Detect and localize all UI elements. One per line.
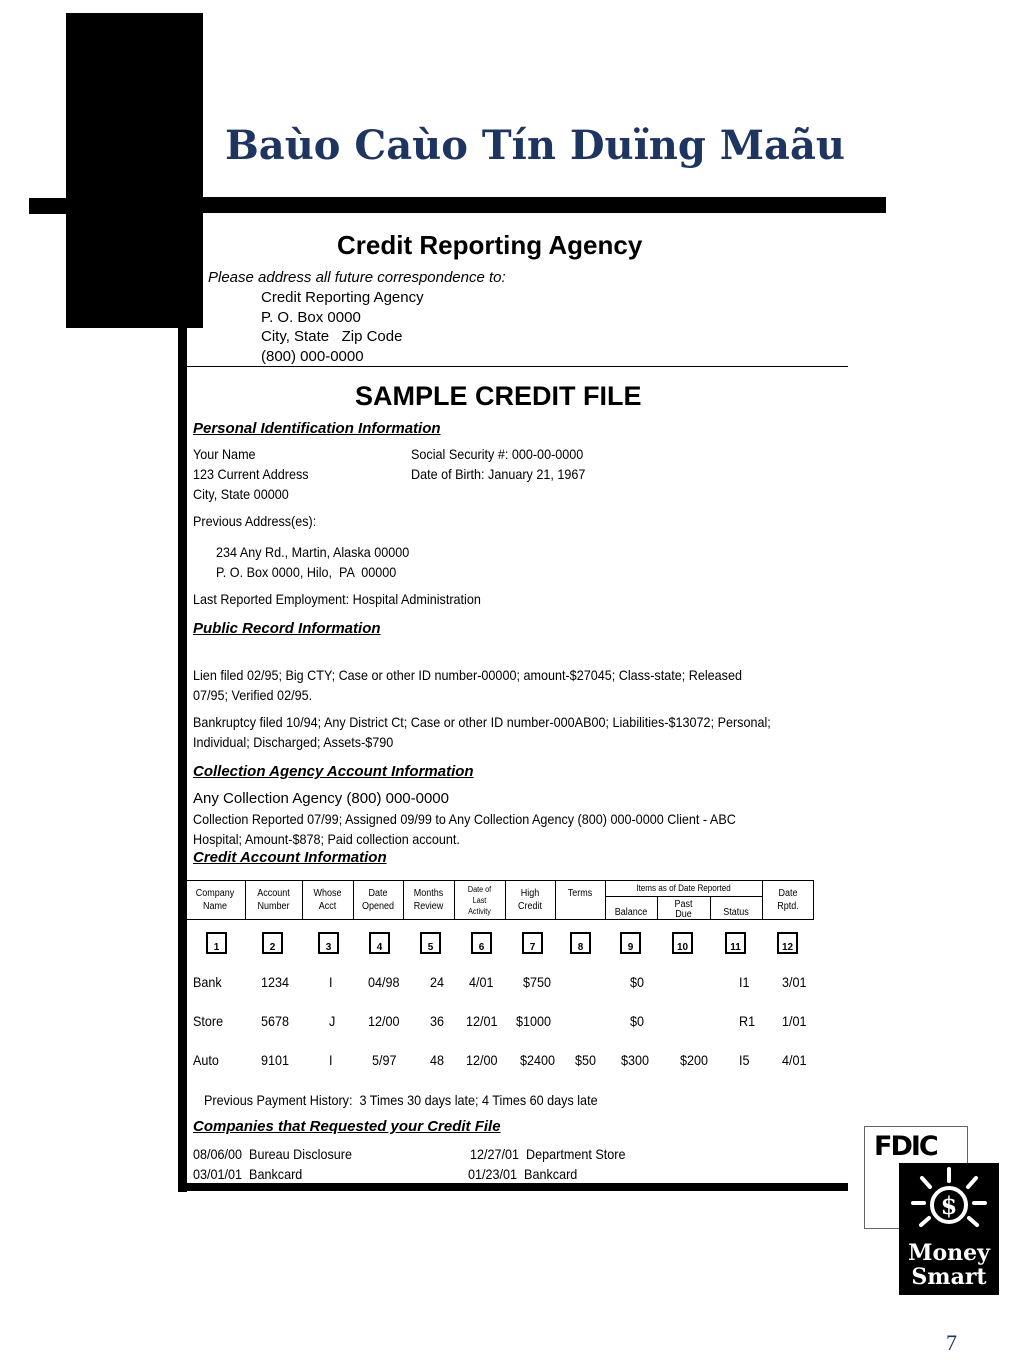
column-number-box: 2 (262, 932, 283, 954)
request-entry: 03/01/01 Bankcard (193, 1166, 303, 1182)
address-note: Please address all future correspondence to: (208, 269, 506, 286)
header-balance: Balance (614, 907, 648, 918)
cell-balance: $0 (630, 974, 645, 990)
last-employment: Last Reported Employment: Hospital Administration (193, 591, 481, 607)
cell-balance: $300 (621, 1052, 650, 1068)
header-account-number: Account Number (257, 888, 290, 912)
cell-months: 24 (430, 974, 445, 990)
cell-reported: 3/01 (782, 974, 807, 990)
collection-heading: Collection Agency Account Information (193, 763, 474, 780)
column-number-box: 4 (369, 932, 390, 954)
cell-company: Bank (193, 974, 222, 990)
cell-opened: 04/98 (368, 974, 400, 990)
request-entry: 08/06/00 Bureau Disclosure (193, 1146, 353, 1162)
header-months-review: Months Review (413, 888, 444, 912)
cell-reported: 4/01 (782, 1052, 807, 1068)
cell-opened: 12/00 (368, 1013, 400, 1029)
request-entry: 01/23/01 Bankcard (468, 1166, 578, 1182)
money-smart-logo (899, 1163, 999, 1295)
personal-name: Your Name (193, 446, 256, 462)
previous-address-label: Previous Address(es): (193, 513, 317, 529)
header-terms: Terms (567, 888, 593, 899)
file-title: SAMPLE CREDIT FILE (355, 381, 642, 411)
agency-address-line: P. O. Box 0000 (261, 309, 361, 326)
cell-balance: $0 (630, 1013, 645, 1029)
column-number-box: 1 (206, 932, 227, 954)
header-high-credit: High Credit (517, 888, 543, 912)
credit-account-heading: Credit Account Information (193, 849, 387, 866)
cell-terms: $50 (575, 1052, 597, 1068)
header-divider (187, 366, 848, 367)
personal-address-2: City, State 00000 (193, 486, 289, 502)
cell-months: 48 (430, 1052, 445, 1068)
request-entry: 12/27/01 Department Store (470, 1146, 626, 1162)
cell-high-credit: $1000 (516, 1013, 552, 1029)
cell-last-activity: 12/00 (466, 1052, 498, 1068)
header-date-last-activity: Date of Last Activity (467, 885, 492, 916)
bankruptcy-text: Bankruptcy filed 10/94; Any District Ct; Case or other ID number-000AB00; Liabilities-$13072; Personal; (193, 714, 771, 730)
decor-vertical-block (66, 13, 203, 328)
cell-whose: J (329, 1013, 336, 1029)
document-bottom-border (178, 1183, 848, 1191)
header-date-opened: Date Opened (361, 888, 395, 912)
header-items-group: Items as of Date Reported (636, 883, 731, 893)
column-number-box: 6 (471, 932, 492, 954)
personal-heading: Personal Identification Information (193, 420, 441, 437)
cell-account: 9101 (261, 1052, 290, 1068)
cell-status: I1 (739, 974, 750, 990)
decor-horizontal-bar (203, 197, 886, 213)
header-date-reported: Date Rptd. (777, 888, 799, 912)
collection-agency: Any Collection Agency (800) 000-0000 (193, 790, 449, 807)
public-record-heading: Public Record Information (193, 620, 381, 637)
personal-ssn: Social Security #: 000-00-0000 (411, 446, 584, 462)
money-text: Money (908, 1240, 990, 1266)
requests-heading: Companies that Requested your Credit File (193, 1118, 501, 1135)
bankruptcy-text: Individual; Discharged; Assets-$790 (193, 734, 394, 750)
cell-company: Store (193, 1013, 224, 1029)
collection-text: Hospital; Amount-$878; Paid collection account. (193, 831, 460, 847)
column-number-box: 10 (672, 932, 693, 954)
cell-past-due: $200 (680, 1052, 709, 1068)
cell-last-activity: 4/01 (469, 974, 494, 990)
page-number: 7 (946, 1330, 957, 1355)
cell-account: 1234 (261, 974, 290, 990)
header-whose-acct: Whose Acct (313, 888, 342, 912)
lien-text: Lien filed 02/95; Big CTY; Case or other ID number-00000; amount-$27045; Class-state; Released (193, 667, 742, 683)
cell-reported: 1/01 (782, 1013, 807, 1029)
column-number-box: 8 (570, 932, 591, 954)
column-number-box: 12 (777, 932, 798, 954)
header-status: Status (723, 907, 749, 918)
header-company-name: Company Name (195, 888, 235, 912)
cell-account: 5678 (261, 1013, 290, 1029)
cell-opened: 5/97 (372, 1052, 397, 1068)
column-number-box: 11 (725, 932, 746, 954)
lien-text: 07/95; Verified 02/95. (193, 687, 313, 703)
personal-dob: Date of Birth: January 21, 1967 (411, 466, 586, 482)
previous-address: 234 Any Rd., Martin, Alaska 00000 (216, 544, 410, 560)
cell-whose: I (329, 974, 333, 990)
cell-status: R1 (739, 1013, 756, 1029)
cell-months: 36 (430, 1013, 445, 1029)
personal-address-1: 123 Current Address (193, 466, 309, 482)
cell-high-credit: $750 (523, 974, 552, 990)
cell-high-credit: $2400 (520, 1052, 556, 1068)
header-past-due: Past Due (674, 899, 693, 920)
column-number-box: 3 (318, 932, 339, 954)
cell-last-activity: 12/01 (466, 1013, 498, 1029)
agency-address-line: City, State Zip Code (261, 328, 403, 345)
column-number-box: 7 (522, 932, 543, 954)
agency-address-line: Credit Reporting Agency (261, 289, 424, 306)
dollar-symbol: $ (940, 1191, 958, 1220)
collection-text: Collection Reported 07/99; Assigned 09/99 to Any Collection Agency (800) 000-0000 Client - ABC (193, 811, 736, 827)
column-number-box: 5 (420, 932, 441, 954)
agency-name: Credit Reporting Agency (337, 230, 643, 260)
cell-status: I5 (739, 1052, 750, 1068)
previous-address: P. O. Box 0000, Hilo, PA 00000 (216, 564, 397, 580)
agency-phone: (800) 000-0000 (261, 348, 364, 365)
fdic-text: FDIC (874, 1131, 937, 1162)
cell-company: Auto (193, 1052, 219, 1068)
payment-history: Previous Payment History: 3 Times 30 days late; 4 Times 60 days late (204, 1092, 598, 1108)
document-left-border (178, 328, 187, 1192)
decor-horizontal-bar-left (29, 198, 66, 214)
smart-text: Smart (911, 1264, 987, 1290)
cell-whose: I (329, 1052, 333, 1068)
slide-title: Baùo Caùo Tín Duïng Maãu (225, 122, 845, 169)
column-number-box: 9 (620, 932, 641, 954)
